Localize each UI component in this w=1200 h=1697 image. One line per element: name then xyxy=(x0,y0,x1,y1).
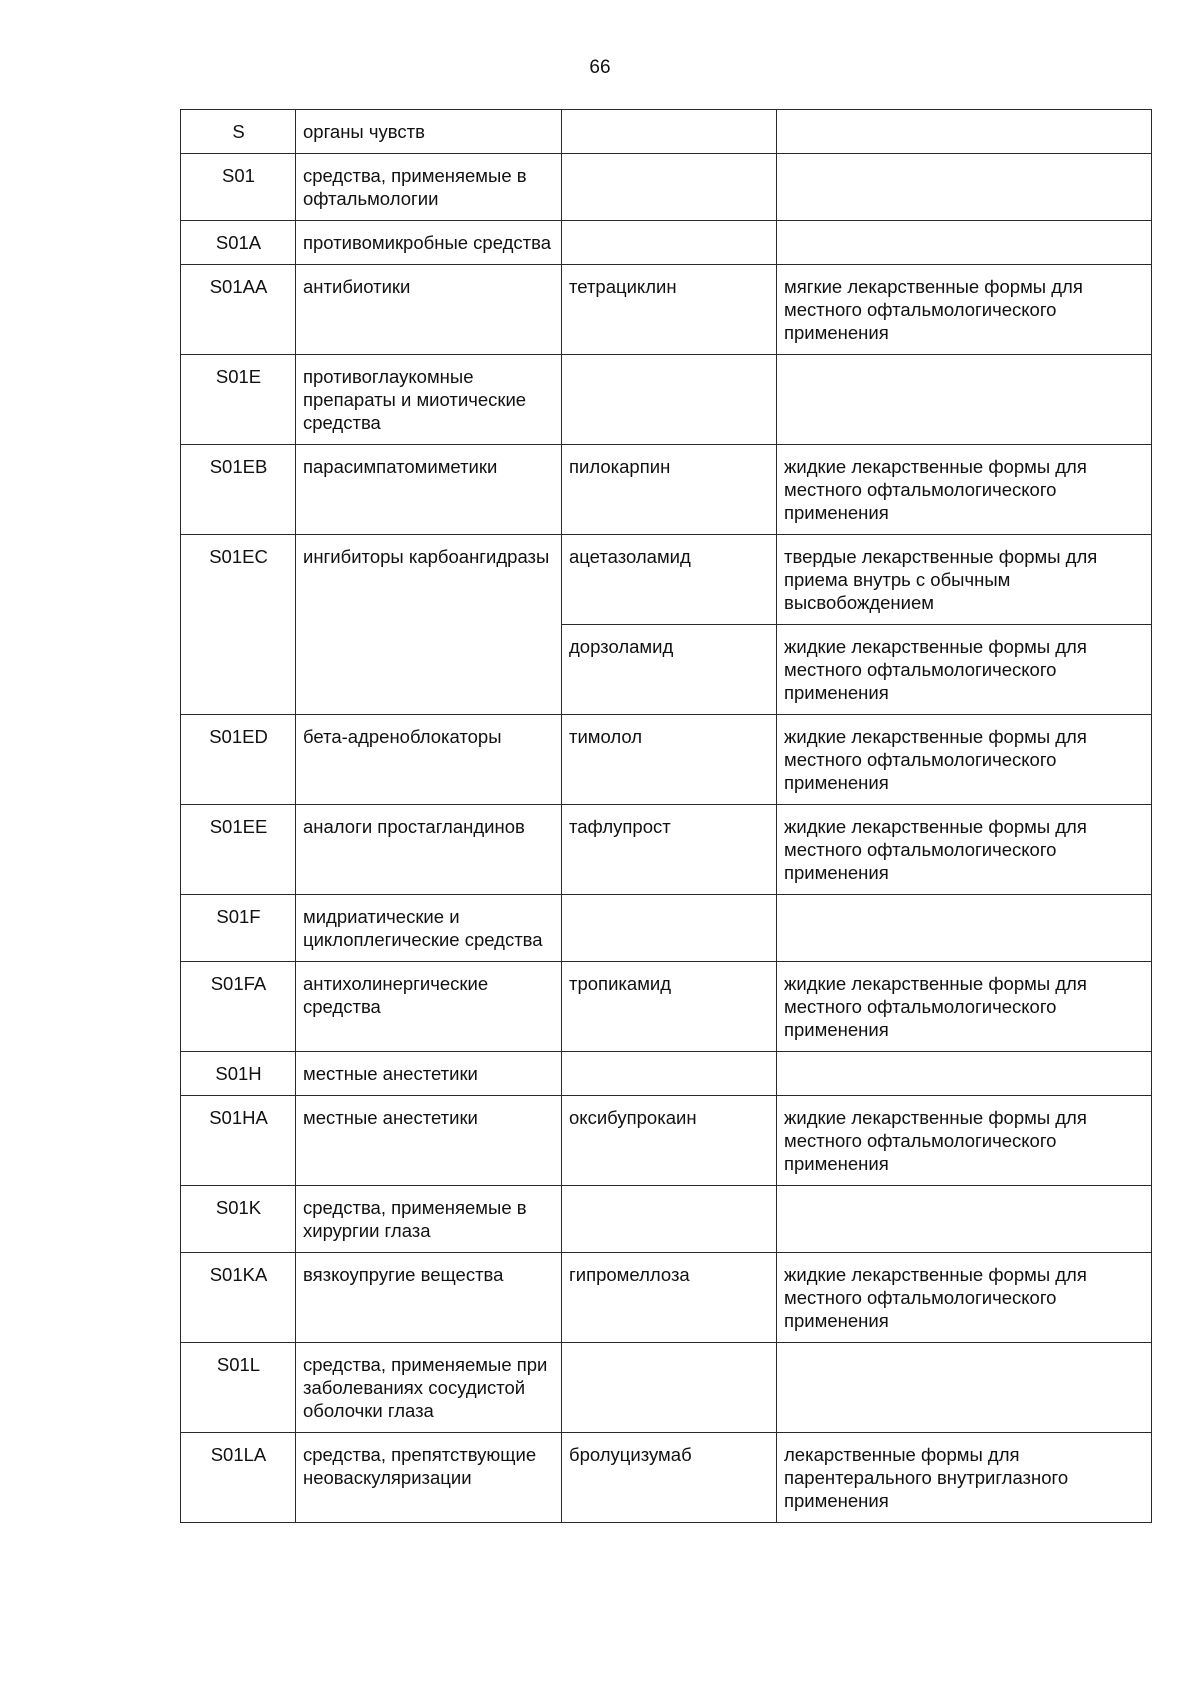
atc-code-cell: S01K xyxy=(181,1186,296,1253)
group-name-cell: средства, применяемые в офтальмологии xyxy=(296,154,562,221)
drug-classification-table xyxy=(180,109,1152,1523)
table-row xyxy=(181,154,1152,221)
group-name-cell: противоглаукомные препараты и миотические средства xyxy=(296,355,562,445)
table-row xyxy=(181,1343,1152,1433)
table-row xyxy=(181,110,1152,154)
drug-name-cell: тимолол xyxy=(562,715,777,805)
drug-name-cell xyxy=(562,110,777,154)
table-row xyxy=(181,445,1152,535)
group-name-cell: ингибиторы карбоангидразы xyxy=(296,535,562,715)
table-row xyxy=(181,1433,1152,1523)
group-name-cell: местные анестетики xyxy=(296,1052,562,1096)
dosage-form-cell: жидкие лекарственные формы для местного офтальмологического применения xyxy=(777,715,1152,805)
dosage-form-cell xyxy=(777,895,1152,962)
drug-name-cell xyxy=(562,154,777,221)
atc-code-cell: S01KA xyxy=(181,1253,296,1343)
dosage-form-cell: жидкие лекарственные формы для местного офтальмологического применения xyxy=(777,625,1152,715)
drug-name-cell: ацетазоламид xyxy=(562,535,777,625)
drug-name-cell: пилокарпин xyxy=(562,445,777,535)
atc-code-cell: S01EC xyxy=(181,535,296,715)
drug-name-cell: оксибупрокаин xyxy=(562,1096,777,1186)
drug-name-cell xyxy=(562,1186,777,1253)
dosage-form-cell: жидкие лекарственные формы для местного офтальмологического применения xyxy=(777,1253,1152,1343)
atc-code-cell: S01FA xyxy=(181,962,296,1052)
group-name-cell: органы чувств xyxy=(296,110,562,154)
atc-code-cell: S01F xyxy=(181,895,296,962)
group-name-cell: средства, препятствующие неоваскуляризации xyxy=(296,1433,562,1523)
table-row xyxy=(181,962,1152,1052)
group-name-cell: местные анестетики xyxy=(296,1096,562,1186)
group-name-cell: противомикробные средства xyxy=(296,221,562,265)
table-row xyxy=(181,1052,1152,1096)
table-row xyxy=(181,1096,1152,1186)
dosage-form-cell xyxy=(777,221,1152,265)
drug-name-cell: дорзоламид xyxy=(562,625,777,715)
drug-name-cell xyxy=(562,1052,777,1096)
dosage-form-cell: лекарственные формы для парентерального внутриглазного применения xyxy=(777,1433,1152,1523)
group-name-cell: бета-адреноблокаторы xyxy=(296,715,562,805)
atc-code-cell: S01ED xyxy=(181,715,296,805)
table-body xyxy=(181,110,1152,1523)
dosage-form-cell xyxy=(777,110,1152,154)
table-row xyxy=(181,895,1152,962)
group-name-cell: средства, применяемые в хирургии глаза xyxy=(296,1186,562,1253)
atc-code-cell: S01EB xyxy=(181,445,296,535)
table-row xyxy=(181,1186,1152,1253)
dosage-form-cell: мягкие лекарственные формы для местного офтальмологического применения xyxy=(777,265,1152,355)
group-name-cell: мидриатические и циклоплегические средства xyxy=(296,895,562,962)
table-row xyxy=(181,535,1152,625)
atc-code-cell: S01A xyxy=(181,221,296,265)
group-name-cell: антихолинергические средства xyxy=(296,962,562,1052)
atc-code-cell: S01HA xyxy=(181,1096,296,1186)
dosage-form-cell xyxy=(777,154,1152,221)
group-name-cell: аналоги простагландинов xyxy=(296,805,562,895)
dosage-form-cell: твердые лекарственные формы для приема внутрь с обычным высвобождением xyxy=(777,535,1152,625)
atc-code-cell: S01LA xyxy=(181,1433,296,1523)
drug-name-cell xyxy=(562,895,777,962)
atc-code-cell: S01EE xyxy=(181,805,296,895)
drug-name-cell: бролуцизумаб xyxy=(562,1433,777,1523)
dosage-form-cell: жидкие лекарственные формы для местного офтальмологического применения xyxy=(777,1096,1152,1186)
drug-name-cell: тафлупрост xyxy=(562,805,777,895)
dosage-form-cell xyxy=(777,1052,1152,1096)
group-name-cell: средства, применяемые при заболеваниях сосудистой оболочки глаза xyxy=(296,1343,562,1433)
dosage-form-cell: жидкие лекарственные формы для местного офтальмологического применения xyxy=(777,962,1152,1052)
group-name-cell: парасимпатомиметики xyxy=(296,445,562,535)
dosage-form-cell xyxy=(777,1343,1152,1433)
dosage-form-cell xyxy=(777,355,1152,445)
table-row xyxy=(181,715,1152,805)
atc-code-cell: S01L xyxy=(181,1343,296,1433)
dosage-form-cell xyxy=(777,1186,1152,1253)
drug-name-cell: гипромеллоза xyxy=(562,1253,777,1343)
atc-code-cell: S01H xyxy=(181,1052,296,1096)
table-row xyxy=(181,805,1152,895)
group-name-cell: вязкоупругие вещества xyxy=(296,1253,562,1343)
group-name-cell: антибиотики xyxy=(296,265,562,355)
table-row xyxy=(181,221,1152,265)
dosage-form-cell: жидкие лекарственные формы для местного офтальмологического применения xyxy=(777,805,1152,895)
dosage-form-cell: жидкие лекарственные формы для местного офтальмологического применения xyxy=(777,445,1152,535)
atc-code-cell: S01 xyxy=(181,154,296,221)
drug-name-cell: тропикамид xyxy=(562,962,777,1052)
drug-name-cell xyxy=(562,355,777,445)
table-row xyxy=(181,355,1152,445)
atc-code-cell: S01E xyxy=(181,355,296,445)
drug-name-cell xyxy=(562,221,777,265)
atc-code-cell: S01AA xyxy=(181,265,296,355)
atc-code-cell: S xyxy=(181,110,296,154)
drug-name-cell xyxy=(562,1343,777,1433)
table-row xyxy=(181,265,1152,355)
table-row xyxy=(181,1253,1152,1343)
drug-name-cell: тетрациклин xyxy=(562,265,777,355)
page-number: 66 xyxy=(589,57,611,78)
